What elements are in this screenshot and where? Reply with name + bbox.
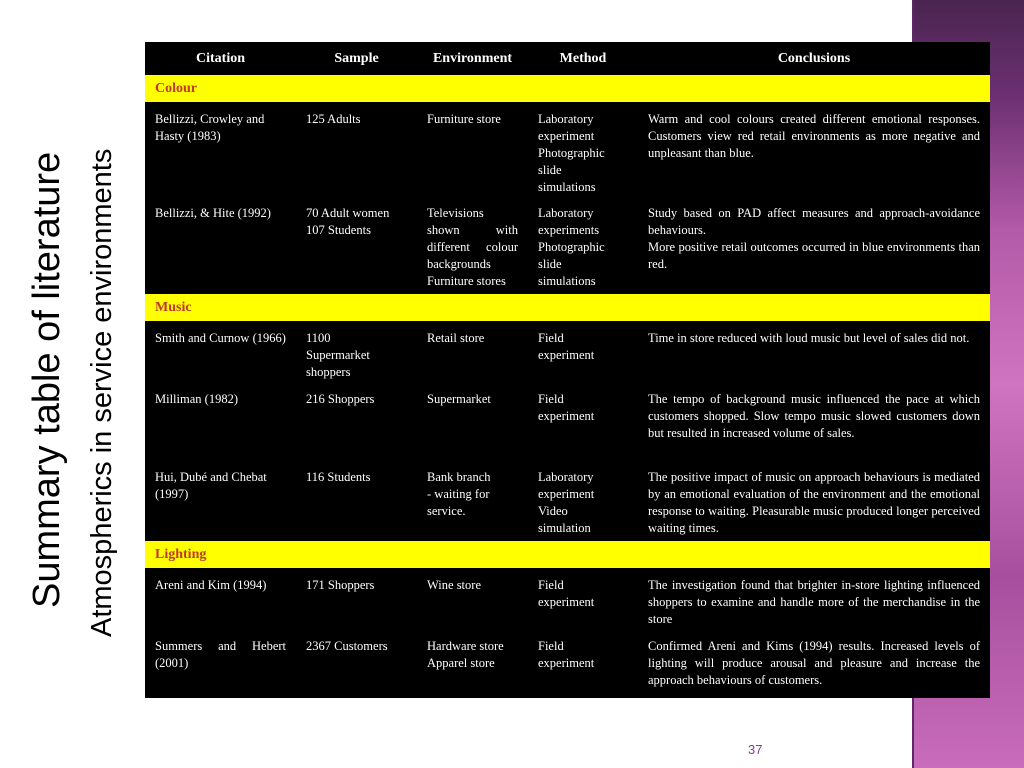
cell-method: Laboratory experiments Photographic slide simulations — [528, 198, 638, 293]
table-row — [145, 198, 990, 293]
cell-environment: Televisions shown with different colour backgrounds Furniture stores — [417, 198, 528, 293]
header-method: Method — [528, 42, 638, 75]
cell-sample: 116 Students — [296, 462, 417, 541]
section-row-colour — [145, 75, 990, 104]
cell-sample: 70 Adult women 107 Students — [296, 198, 417, 293]
cell-environment: Furniture store — [417, 103, 528, 198]
header-conclusions: Conclusions — [638, 42, 990, 75]
cell-conclusions: Confirmed Areni and Kims (1994) results. Increased levels of lighting will produce arousal and pleasure and increase the approach behaviours of customers. — [638, 631, 990, 693]
cell-citation: Bellizzi, Crowley and Hasty (1983) — [145, 103, 296, 198]
cell-sample: 1100 Supermarket shoppers — [296, 322, 417, 384]
section-row-music — [145, 293, 990, 322]
section-label: Music — [145, 293, 990, 322]
table-row — [145, 462, 990, 541]
cell-citation: Areni and Kim (1994) — [145, 569, 296, 631]
cell-sample: 125 Adults — [296, 103, 417, 198]
table-row — [145, 322, 990, 384]
cell-conclusions: Time in store reduced with loud music but level of sales did not. — [638, 322, 990, 384]
table-row — [145, 631, 990, 693]
cell-citation: Smith and Curnow (1966) — [145, 322, 296, 384]
literature-table-container — [145, 42, 990, 698]
slide-title: Summary table of literature — [26, 151, 68, 608]
header-environment: Environment — [417, 42, 528, 75]
cell-method: Field experiment — [528, 384, 638, 462]
cell-environment: Hardware store Apparel store — [417, 631, 528, 693]
cell-method: Laboratory experiment Photographic slide simulations — [528, 103, 638, 198]
header-citation: Citation — [145, 42, 296, 75]
table-row — [145, 384, 990, 462]
section-label: Colour — [145, 75, 990, 104]
cell-sample: 2367 Customers — [296, 631, 417, 693]
cell-citation: Summers and Hebert (2001) — [145, 631, 296, 693]
table-row — [145, 103, 990, 198]
section-row-lighting — [145, 541, 990, 570]
table-header-row — [145, 42, 990, 75]
cell-environment: Supermarket — [417, 384, 528, 462]
cell-sample: 216 Shoppers — [296, 384, 417, 462]
cell-environment: Retail store — [417, 322, 528, 384]
cell-conclusions: The tempo of background music influenced the pace at which customers shopped. Slow tempo music slowed customers down but resulted in increased volume of sales. — [638, 384, 990, 462]
cell-method: Field experiment — [528, 569, 638, 631]
cell-method: Field experiment — [528, 322, 638, 384]
cell-conclusions: The investigation found that brighter in-store lighting influenced shoppers to examine and handle more of the merchandise in the store — [638, 569, 990, 631]
cell-method: Field experiment — [528, 631, 638, 693]
slide-subtitle: Atmospherics in service environments — [86, 148, 118, 637]
cell-citation: Milliman (1982) — [145, 384, 296, 462]
cell-citation: Bellizzi, & Hite (1992) — [145, 198, 296, 293]
cell-sample: 171 Shoppers — [296, 569, 417, 631]
cell-conclusions: Study based on PAD affect measures and approach-avoidance behaviours. More positive retail outcomes occurred in blue environments than red. — [638, 198, 990, 293]
cell-citation: Hui, Dubé and Chebat (1997) — [145, 462, 296, 541]
header-sample: Sample — [296, 42, 417, 75]
table-row — [145, 569, 990, 631]
cell-environment: Wine store — [417, 569, 528, 631]
cell-conclusions: Warm and cool colours created different emotional responses. Customers view red retail environments as more negative and unpleasant than blue. — [638, 103, 990, 198]
literature-table — [145, 42, 990, 693]
cell-conclusions: The positive impact of music on approach behaviours is mediated by an emotional evaluation of the environment and the emotional response to waiting. Pleasurable music produced longer perceived waiting times. — [638, 462, 990, 541]
section-label: Lighting — [145, 541, 990, 570]
cell-method: Laboratory experiment Video simulation — [528, 462, 638, 541]
page-number: 37 — [748, 742, 763, 757]
cell-environment: Bank branch - waiting for service. — [417, 462, 528, 541]
